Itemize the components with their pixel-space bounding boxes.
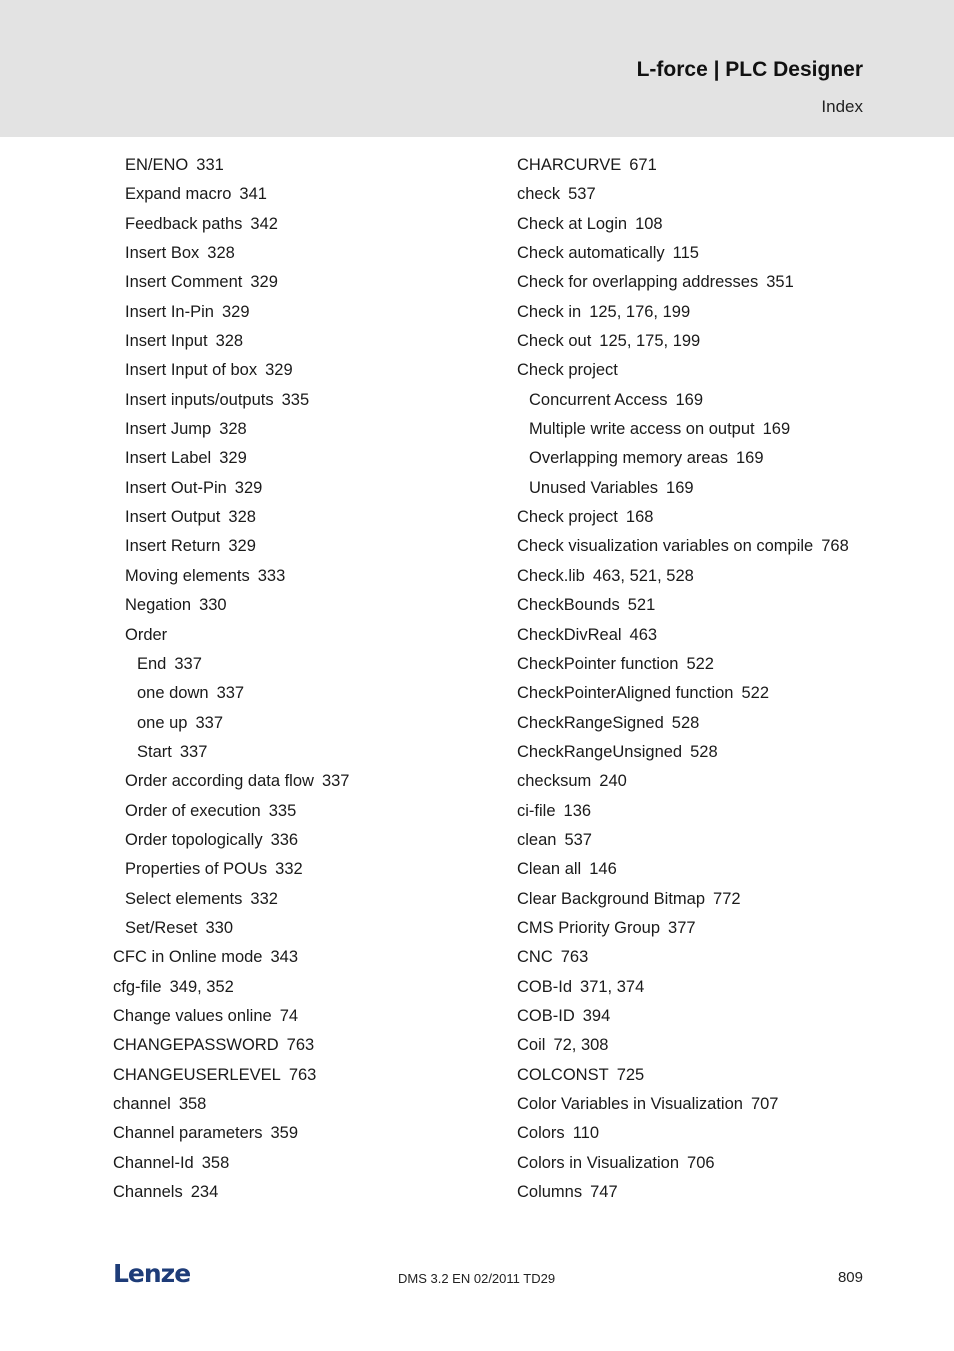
- index-page-ref[interactable]: 333: [257, 566, 286, 585]
- index-entry: [517, 885, 917, 914]
- index-page-ref[interactable]: 74: [279, 1006, 299, 1025]
- index-entry: [517, 474, 917, 503]
- index-entry: [113, 356, 493, 385]
- index-term: Insert inputs/outputs: [125, 390, 274, 409]
- index-entry: [113, 797, 493, 826]
- index-entry: [113, 151, 493, 180]
- index-term: Check.lib: [517, 566, 585, 585]
- index-page-ref[interactable]: 169: [762, 420, 791, 439]
- index-entry: [517, 356, 917, 385]
- index-page-ref[interactable]: 537: [568, 185, 596, 204]
- index-page-ref[interactable]: 337: [174, 654, 202, 673]
- index-entry: [517, 650, 917, 679]
- index-page-ref[interactable]: 337: [195, 713, 223, 732]
- document-code: DMS 3.2 EN 02/2011 TD29: [398, 1271, 556, 1286]
- index-page-ref[interactable]: 707: [750, 1095, 779, 1113]
- index-page-ref[interactable]: 337: [179, 742, 208, 761]
- index-term: CheckRangeSigned: [517, 713, 664, 732]
- index-entry: [517, 327, 917, 356]
- index-entry: [113, 650, 493, 679]
- index-term: Coil: [517, 1036, 546, 1055]
- index-entry: [113, 562, 493, 591]
- index-term: CheckPointer function: [517, 654, 679, 673]
- index-page-ref[interactable]: 328: [215, 332, 244, 351]
- index-page-ref[interactable]: 328: [207, 244, 235, 263]
- index-entry: [113, 180, 493, 209]
- index-term: Order of execution: [125, 801, 261, 820]
- index-term: Moving elements: [125, 566, 250, 585]
- index-entry: [113, 855, 493, 884]
- index-term: Order topologically: [125, 830, 263, 849]
- index-term: CNC: [517, 948, 553, 967]
- index-entry: [113, 1090, 493, 1119]
- index-page-ref[interactable]: 706: [687, 1153, 715, 1172]
- index-term: Start: [137, 742, 172, 761]
- index-term: Select elements: [125, 889, 243, 908]
- index-entry: [113, 503, 493, 532]
- index-term: COB-Id: [517, 977, 573, 996]
- index-term: channel: [113, 1095, 171, 1113]
- page-number: 809: [837, 1269, 863, 1286]
- index-page-ref[interactable]: 394: [582, 1006, 611, 1025]
- index-page-ref[interactable]: 125, 176, 199: [589, 302, 691, 321]
- index-term: Check project: [517, 508, 618, 527]
- index-term: Check at Login: [517, 214, 628, 233]
- index-page-ref[interactable]: 328: [228, 508, 256, 527]
- index-entry: [517, 1149, 917, 1178]
- index-entry: [517, 591, 917, 620]
- index-page-ref[interactable]: 763: [288, 1065, 317, 1084]
- index-page-ref[interactable]: 169: [675, 390, 704, 409]
- index-entry: [113, 327, 493, 356]
- index-term: Channel parameters: [113, 1124, 263, 1143]
- index-page-ref[interactable]: 335: [268, 801, 297, 820]
- index-entry: [517, 943, 917, 972]
- index-term: Order: [125, 625, 168, 644]
- index-entry: [517, 621, 917, 650]
- index-term: CheckRangeUnsigned: [517, 742, 683, 761]
- index-term: Check out: [517, 332, 592, 351]
- index-term: Check in: [517, 302, 582, 321]
- index-term: Check automatically: [517, 244, 665, 263]
- index-term: CFC in Online mode: [113, 948, 263, 967]
- index-entry: [113, 268, 493, 297]
- index-entry: [113, 1031, 493, 1060]
- index-entry: [517, 268, 917, 297]
- index-term: cfg-file: [113, 977, 162, 996]
- index-entry: [113, 591, 493, 620]
- index-term: Insert Comment: [125, 273, 243, 292]
- index-entry: [113, 239, 493, 268]
- index-term: Insert In-Pin: [125, 302, 214, 321]
- index-page-ref[interactable]: 351: [766, 273, 794, 292]
- index-entry: [517, 973, 917, 1002]
- index-entry: [113, 415, 493, 444]
- index-term: Check for overlapping addresses: [517, 273, 759, 292]
- index-page-ref[interactable]: 359: [270, 1124, 299, 1143]
- index-entry: [517, 679, 917, 708]
- index-entry: [113, 210, 493, 239]
- index-term: EN/ENO: [125, 156, 189, 174]
- index-page-ref[interactable]: 115: [672, 244, 699, 263]
- index-term: CMS Priority Group: [517, 918, 661, 937]
- index-entry: [113, 738, 493, 767]
- index-term: CheckPointerAligned function: [517, 684, 734, 703]
- index-term: Order according data flow: [125, 772, 314, 791]
- index-term: clean: [517, 830, 557, 849]
- index-page-ref[interactable]: 331: [196, 156, 224, 174]
- index-page-ref[interactable]: 349, 352: [169, 977, 234, 996]
- index-page-ref[interactable]: 337: [321, 772, 350, 791]
- index-entry: [113, 709, 493, 738]
- index-term: End: [137, 654, 167, 673]
- index-entry: [517, 1178, 917, 1207]
- index-entry: [113, 298, 493, 327]
- index-page-ref[interactable]: 110: [572, 1124, 599, 1143]
- index-term: one down: [137, 684, 209, 703]
- index-page-ref[interactable]: 336: [270, 830, 299, 849]
- index-entry: [113, 1061, 493, 1090]
- index-term: Insert Return: [125, 537, 221, 556]
- index-entry: [113, 1002, 493, 1031]
- index-term: CHARCURVE: [517, 156, 622, 174]
- index-entry: [113, 474, 493, 503]
- index-page-ref[interactable]: 342: [250, 214, 278, 233]
- index-term: Colors: [517, 1124, 565, 1143]
- index-entry: [113, 386, 493, 415]
- index-term: Properties of POUs: [125, 860, 268, 879]
- index-term: Set/Reset: [125, 918, 198, 937]
- index-entry: [113, 885, 493, 914]
- index-entry: [517, 1031, 917, 1060]
- index-page-ref[interactable]: 169: [736, 449, 764, 468]
- index-term: Insert Out-Pin: [125, 478, 227, 497]
- index-term: Channels: [113, 1183, 183, 1202]
- index-term: Clear Background Bitmap: [517, 889, 706, 908]
- index-term: Check visualization variables on compile: [517, 537, 814, 556]
- index-entry: [113, 621, 493, 650]
- index-term: Insert Input of box: [125, 361, 258, 380]
- index-term: Expand macro: [125, 185, 232, 204]
- index-page-ref[interactable]: 332: [250, 889, 278, 908]
- index-entry: [113, 1178, 493, 1207]
- index-entry: [517, 797, 917, 826]
- index-entry: [517, 532, 917, 561]
- page-header: [0, 0, 954, 137]
- index-term: Columns: [517, 1183, 583, 1202]
- index-term: Feedback paths: [125, 214, 243, 233]
- index-page-ref[interactable]: 763: [286, 1036, 315, 1055]
- index-entry: [113, 444, 493, 473]
- index-term: Insert Jump: [125, 420, 212, 439]
- index-entry: [517, 1090, 917, 1119]
- index-page-ref[interactable]: 463: [629, 625, 658, 644]
- index-page-ref[interactable]: 528: [671, 713, 700, 732]
- index-entry: [113, 943, 493, 972]
- index-page-ref[interactable]: 671: [629, 156, 657, 174]
- index-entry: [517, 1002, 917, 1031]
- index-entry: [517, 151, 917, 180]
- index-term: one up: [137, 713, 188, 732]
- index-page-ref[interactable]: 763: [560, 948, 589, 967]
- index-page-ref[interactable]: 343: [270, 948, 299, 967]
- index-entry: [517, 180, 917, 209]
- index-page-ref[interactable]: 371, 374: [580, 977, 645, 996]
- index-column-right: [517, 151, 917, 1207]
- index-page-ref[interactable]: 328: [219, 420, 247, 439]
- index-entry: [113, 679, 493, 708]
- index-term: Check project: [517, 361, 618, 380]
- index-page-ref[interactable]: 772: [713, 889, 741, 908]
- index-entry: [517, 826, 917, 855]
- index-term: COLCONST: [517, 1065, 609, 1084]
- lenze-logo: Lenze: [113, 1259, 191, 1288]
- index-page-ref[interactable]: 522: [686, 654, 714, 673]
- index-term: COB-ID: [517, 1006, 575, 1025]
- index-page-ref[interactable]: 341: [239, 185, 267, 204]
- index-term: Multiple write access on output: [529, 420, 755, 439]
- index-entry: [517, 855, 917, 884]
- index-term: Unused Variables: [529, 478, 659, 497]
- index-page-ref[interactable]: 329: [234, 478, 263, 497]
- index-term: CHANGEUSERLEVEL: [113, 1065, 281, 1084]
- index-entry: [517, 298, 917, 327]
- index-entry: [113, 532, 493, 561]
- index-term: Insert Label: [125, 449, 212, 468]
- index-entry: [517, 1061, 917, 1090]
- index-page-ref[interactable]: 136: [563, 801, 592, 820]
- index-page-ref[interactable]: 725: [616, 1065, 645, 1084]
- index-page-ref[interactable]: 169: [666, 478, 694, 497]
- index-term: Negation: [125, 596, 192, 615]
- index-entry: [517, 503, 917, 532]
- index-page-ref[interactable]: 72, 308: [553, 1036, 609, 1055]
- index-page-ref[interactable]: 332: [275, 860, 303, 879]
- index-term: CHANGEPASSWORD: [113, 1036, 279, 1055]
- index-term: CheckBounds: [517, 596, 620, 615]
- index-entry: [517, 914, 917, 943]
- index-entry: [113, 914, 493, 943]
- index-term: Overlapping memory areas: [529, 449, 728, 468]
- index-page-ref[interactable]: 521: [627, 596, 656, 615]
- index-entry: [517, 709, 917, 738]
- index-entry: [517, 239, 917, 268]
- index-page-ref[interactable]: 335: [281, 390, 310, 409]
- index-term: ci-file: [517, 801, 556, 820]
- index-entry: [517, 210, 917, 239]
- index-entry: [113, 826, 493, 855]
- index-term: check: [517, 185, 561, 204]
- index-entry: [517, 386, 917, 415]
- index-entry: [517, 767, 917, 796]
- index-page-ref[interactable]: 329: [221, 302, 250, 321]
- index-page-ref[interactable]: 537: [564, 830, 592, 849]
- index-page-ref[interactable]: 234: [190, 1183, 219, 1202]
- index-page-ref[interactable]: 146: [589, 860, 617, 879]
- index-term: Channel-Id: [113, 1153, 194, 1172]
- index-page-ref[interactable]: 168: [625, 508, 654, 527]
- index-entry: [517, 1119, 917, 1148]
- index-term: Clean all: [517, 860, 582, 879]
- index-page-ref[interactable]: 358: [178, 1095, 207, 1113]
- index-term: Change values online: [113, 1006, 272, 1025]
- index-page-ref[interactable]: 329: [250, 273, 278, 292]
- index-page-ref[interactable]: 522: [741, 684, 769, 703]
- document-title: L-force | PLC Designer: [636, 58, 863, 81]
- index-page-ref[interactable]: 108: [635, 214, 663, 233]
- index-entry: [113, 767, 493, 796]
- index-term: Insert Box: [125, 244, 200, 263]
- index-term: Colors in Visualization: [517, 1153, 680, 1172]
- index-page-ref[interactable]: 377: [668, 918, 696, 937]
- index-entry: [517, 738, 917, 767]
- index-page-ref[interactable]: 330: [199, 596, 227, 615]
- index-page-ref[interactable]: 337: [216, 684, 245, 703]
- index-page-ref[interactable]: 329: [219, 449, 247, 468]
- index-page-ref[interactable]: 768: [821, 537, 849, 556]
- index-entry: [113, 973, 493, 1002]
- index-term: CheckDivReal: [517, 625, 622, 644]
- index-term: Color Variables in Visualization: [517, 1095, 743, 1113]
- index-entry: [517, 415, 917, 444]
- index-page-ref[interactable]: 747: [590, 1183, 618, 1202]
- index-entry: [517, 444, 917, 473]
- index-entry: [517, 562, 917, 591]
- index-page-ref[interactable]: 240: [599, 772, 627, 791]
- index-entry: [113, 1149, 493, 1178]
- index-column-left: [113, 151, 493, 1207]
- index-page-ref[interactable]: 330: [205, 918, 233, 937]
- index-term: Insert Output: [125, 508, 221, 527]
- section-name: Index: [821, 97, 863, 116]
- index-page-ref[interactable]: 358: [201, 1153, 230, 1172]
- index-term: checksum: [517, 772, 592, 791]
- index-term: Insert Input: [125, 332, 208, 351]
- index-page-ref[interactable]: 329: [228, 537, 256, 556]
- index-page-ref[interactable]: 463, 521, 528: [592, 566, 694, 585]
- index-entry: [113, 1119, 493, 1148]
- index-page-ref[interactable]: 528: [690, 742, 718, 761]
- index-page-ref[interactable]: 329: [265, 361, 293, 380]
- index-term: Concurrent Access: [529, 390, 668, 409]
- index-page-ref[interactable]: 125, 175, 199: [599, 332, 701, 351]
